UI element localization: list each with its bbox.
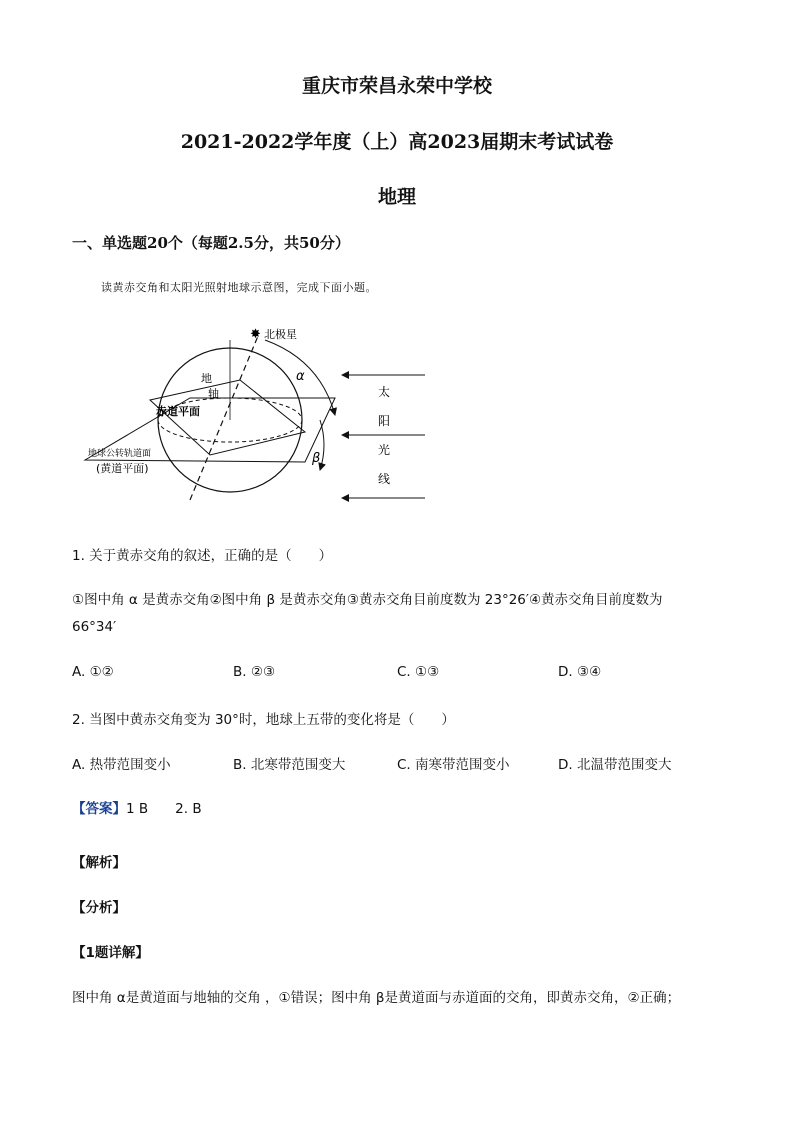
alpha-label: α [296,369,305,384]
q1-option-d[interactable]: D. ③④ [558,664,602,680]
sunlight-label: 光 [378,443,391,457]
exam-title: 2021-2022学年度（上）高2023届期末考试试卷 [180,131,614,153]
answer-label: 【答案】 [72,801,126,817]
orbit-plane-label: 地球公转轨道面 [88,449,152,459]
sunlight-label: 线 [378,472,391,486]
beta-arc [320,420,324,470]
q1-detail-text: 图中角 α是黄道面与地轴的交角 ，①错误；图中角 β是黄道面与赤道面的交角，即黄赤交角，②正确； [72,990,681,1006]
q1-statement-line2: 66°34′ [72,619,117,635]
q1-option-b[interactable]: B. ②③ [233,664,276,680]
equator-plane-label: 赤道平面 [156,405,200,418]
q2-option-d[interactable]: D. 北温带范围变大 [558,757,672,773]
school-title: 重庆市荣昌永荣中学校 [301,75,492,97]
earth-axis-label: 地 [201,372,212,385]
sunlight-label: 阳 [378,414,391,428]
beta-label: β [312,451,321,466]
sunlight-label: 太 [378,385,391,399]
q1-detail-heading: 【1题详解】 [72,945,149,961]
reasoning-heading: 【分析】 [72,900,126,916]
q2-option-c[interactable]: C. 南寒带范围变小 [397,757,510,773]
q1-option-c[interactable]: C. ①③ [397,664,440,680]
q2-option-a[interactable]: A. 热带范围变小 [72,757,171,773]
ecliptic-diagram-svg [80,320,440,510]
q1-statement-line1: ①图中角 α 是黄赤交角②图中角 β 是黄赤交角③黄赤交角目前度数为 23°26′④黄赤交角目前度数为 [72,592,663,608]
ecliptic-diagram [80,320,440,510]
analysis-heading: 【解析】 [72,855,126,871]
subject-title: 地理 [377,186,416,208]
north-star-icon: ✸ [250,327,261,342]
section-heading: 一、单选题20个（每题2.5分，共50分） [72,234,350,252]
q1-option-a[interactable]: A. ①② [72,664,114,680]
earth-axis-label: 轴 [208,387,219,400]
q2-stem: 2. 当图中黄赤交角变为 30°时，地球上五带的变化将是（ ） [72,712,455,728]
answer-value: 1 B 2. B [126,801,202,817]
question-intro: 读黄赤交角和太阳光照射地球示意图，完成下面小题。 [101,281,377,294]
q1-stem: 1. 关于黄赤交角的叙述，正确的是（ ） [72,548,333,564]
ecliptic-plane-label: (黄道平面) [96,462,149,475]
answer-row [72,797,202,817]
north-star-label: 北极星 [264,328,297,341]
earth-axis-line [190,336,258,500]
q2-option-b[interactable]: B. 北寒带范围变大 [233,757,346,773]
